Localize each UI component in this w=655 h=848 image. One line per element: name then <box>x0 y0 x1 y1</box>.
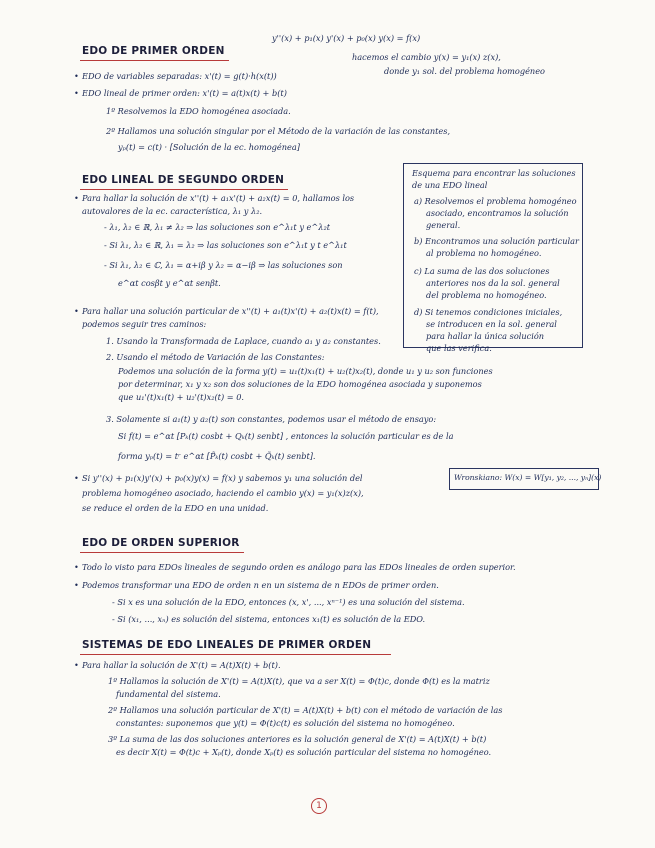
scheme-step: que las verifica. <box>426 343 492 353</box>
scheme-step: b) Encontramos una solución particular <box>414 236 579 246</box>
scheme-step: general. <box>426 220 461 230</box>
method-text: por determinar, x₁ y x₂ son dos soluciones de la EDO homogénea asociada y suponemos <box>118 379 482 389</box>
scheme-step: d) Si tenemos condiciones iniciales, <box>414 307 563 317</box>
method-text: Si f(t) = e^αt [Pₖ(t) cosbt + Qₖ(t) senbt] , entonces la solución particular es de la <box>118 431 454 441</box>
bullet-text: • Para hallar la solución de x''(t) + a₁x'(t) + a₂x(t) = 0, hallamos los <box>82 193 354 203</box>
scheme-step: se introducen en la sol. general <box>426 319 557 329</box>
bullet-text: • EDO lineal de primer orden: x'(t) = a(t)x(t) + b(t) <box>82 88 287 98</box>
scheme-step: al problema no homogéneo. <box>426 248 542 258</box>
scheme-step: para hallar la única solución <box>426 331 545 341</box>
bullet-text: se reduce el orden de la EDO en una unidad. <box>82 503 269 513</box>
method-text: 1. Usando la Transformada de Laplace, cuando a₁ y a₂ constantes. <box>106 336 381 346</box>
step-text: es decir X(t) = Φ(t)c + Xₚ(t), donde Xₚ(t) es solución particular del sistema no homogéneo. <box>116 747 492 757</box>
step-formula: yₚ(t) = c(t) · [Solución de la ec. homogénea] <box>118 142 300 152</box>
top-note-line: donde y₁ sol. del problema homogéneo <box>384 66 545 76</box>
heading-sistemas-edo: SISTEMAS DE EDO LINEALES DE PRIMER ORDEN <box>82 639 372 651</box>
bullet-text: • Todo lo visto para EDOs lineales de segundo orden es análogo para las EDOs lineales de orden superior. <box>82 562 516 572</box>
step-text: fundamental del sistema. <box>116 689 221 699</box>
heading-edo-primer-orden: EDO DE PRIMER ORDEN <box>82 45 225 57</box>
bullet-text: • Si y''(x) + p₁(x)y'(x) + p₀(x)y(x) = f(x) y sabemos y₁ una solución del <box>82 473 363 483</box>
scheme-step: asociado, encontramos la solución <box>426 208 569 218</box>
case-text: - Si (x₁, ..., xₙ) es solución del sistema, entonces x₁(t) es solución de la EDO. <box>112 614 426 624</box>
method-text: forma yₚ(t) = tʳ e^αt [P̃ₖ(t) cosbt + Q̃ₖ(t) senbt]. <box>118 451 316 461</box>
step-text: 2º Hallamos una solución particular de X'(t) = A(t)X(t) + b(t) con el método de variación de las <box>108 705 503 715</box>
scheme-title: Esquema para encontrar las soluciones <box>412 168 576 178</box>
scheme-step: c) La suma de las dos soluciones <box>414 266 550 276</box>
step-text: constantes: suponemos que y(t) = Φ(t)c(t) es solución del sistema no homogéneo. <box>116 718 455 728</box>
scheme-step: anteriores nos da la sol. general <box>426 278 560 288</box>
case-text: - Si λ₁, λ₂ ∈ ℂ, λ₁ = α+iβ y λ₂ = α−iβ ⇒ las soluciones son <box>104 260 343 270</box>
bullet-text: • Para hallar una solución particular de x''(t) + a₁(t)x'(t) + a₂(t)x(t) = f(t), <box>82 306 379 316</box>
wronskian-text: Wronskiano: W(x) = W[y₁, y₂, ..., yₙ](x) <box>454 473 602 482</box>
top-note-line: hacemos el cambio y(x) = y₁(x) z(x), <box>352 52 501 62</box>
bullet-text: • EDO de variables separadas: x'(t) = g(t)·h(x(t)) <box>82 71 277 81</box>
step-text: 1º Hallamos la solución de X'(t) = A(t)X(t), que va a ser X(t) = Φ(t)c, donde Φ(t) es la matriz <box>108 676 490 686</box>
scheme-title: de una EDO lineal <box>412 180 488 190</box>
step-text: 3º La suma de las dos soluciones anteriores es la solución general de X'(t) = A(t)X(t) + b(t) <box>108 734 487 744</box>
case-text: - λ₁, λ₂ ∈ ℝ, λ₁ ≠ λ₂ ⇒ las soluciones son e^λ₁t y e^λ₂t <box>104 222 331 232</box>
scheme-step: a) Resolvemos el problema homogéneo <box>414 196 577 206</box>
page-number: 1 <box>311 798 327 814</box>
method-text: 2. Usando el método de Variación de las Constantes: <box>106 352 325 362</box>
heading-edo-lineal-segundo-orden: EDO LINEAL DE SEGUNDO ORDEN <box>82 174 285 186</box>
case-text: - Si x es una solución de la EDO, entonces (x, x', ..., xⁿ⁻¹) es una solución del sistema. <box>112 597 465 607</box>
bullet-text: podemos seguir tres caminos: <box>82 319 207 329</box>
bullet-text: problema homogéneo asociado, haciendo el cambio y(x) = y₁(x)z(x), <box>82 488 364 498</box>
method-text: Podemos una solución de la forma y(t) = u₁(t)x₁(t) + u₂(t)x₂(t), donde u₁ y u₂ son funciones <box>118 366 493 376</box>
step-text: 1º Resolvemos la EDO homogénea asociada. <box>106 106 291 116</box>
bullet-text: autovalores de la ec. característica, λ₁ y λ₂. <box>82 206 263 216</box>
method-text: que u₁'(t)x₁(t) + u₂'(t)x₂(t) = 0. <box>118 392 245 402</box>
bullet-text: • Podemos transformar una EDO de orden n en un sistema de n EDOs de primer orden. <box>82 580 439 590</box>
method-text: 3. Solamente si a₁(t) y a₂(t) son constantes, podemos usar el método de ensayo: <box>106 414 437 424</box>
step-text: 2º Hallamos una solución singular por el Método de la variación de las constantes, <box>106 126 451 136</box>
scheme-step: del problema no homogéneo. <box>426 290 547 300</box>
heading-edo-orden-superior: EDO DE ORDEN SUPERIOR <box>82 537 240 549</box>
case-text: e^αt cosβt y e^αt senβt. <box>118 278 221 288</box>
bullet-text: • Para hallar la solución de X'(t) = A(t)X(t) + b(t). <box>82 660 281 670</box>
case-text: - Si λ₁, λ₂ ∈ ℝ, λ₁ = λ₂ ⇒ las soluciones son e^λ₁t y t e^λ₁t <box>104 240 347 250</box>
top-equation: y''(x) + p₁(x) y'(x) + p₀(x) y(x) = f(x) <box>272 33 421 43</box>
